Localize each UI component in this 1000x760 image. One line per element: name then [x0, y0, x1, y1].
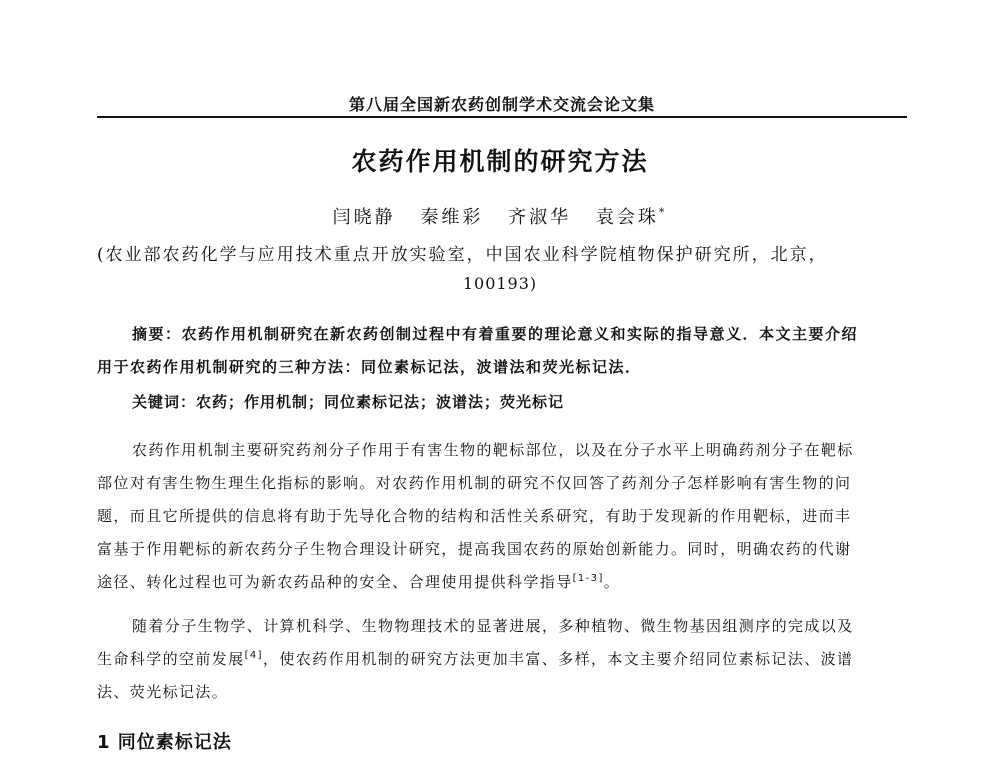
body-line: 法、荧光标记法。 [97, 683, 229, 701]
abstract-line-1: 摘要：农药作用机制研究在新农药创制过程中有着重要的理论意义和实际的指导意义．本文主要介绍 [132, 325, 859, 343]
body-line: 途径、转化过程也可为新农药品种的安全、合理使用提供科学指导[1-3]。 [97, 573, 621, 591]
citation-ref: [1-3] [572, 573, 604, 584]
body-line: 部位对有害生物生理生化指标的影响。对农药作用机制的研究不仅回答了药剂分子怎样影响有害生物的问 [97, 474, 852, 492]
body-line: 农药作用机制主要研究药剂分子作用于有害生物的靶标部位，以及在分子水平上明确药剂分子在靶标 [132, 441, 854, 459]
affiliation-line-2: 100193) [462, 274, 538, 293]
section-heading: 1 同位素标记法 [97, 732, 232, 753]
body-line: 题，而且它所提供的信息将有助于先导化合物的结构和活性关系研究，有助于发现新的作用靶标，进而丰 [97, 507, 852, 525]
keywords: 关键词：农药；作用机制；同位素标记法；波谱法；荧光标记 [132, 393, 565, 411]
author-list [0, 203, 1000, 229]
affiliation-line-1: (农业部农药化学与应用技术重点开放实验室，中国农业科学院植物保护研究所，北京， [97, 245, 828, 265]
header-rule [97, 116, 907, 118]
citation-ref: [4] [244, 650, 263, 661]
body-line: 生命科学的空前发展[4]，使农药作用机制的研究方法更加丰富、多样，本文主要介绍同位素标记法、波谱 [97, 650, 854, 668]
author-3: 齐淑华 [508, 207, 572, 228]
body-line: 随着分子生物学、计算机科学、生物物理技术的显著进展，多种植物、微生物基因组测序的完成以及 [132, 617, 854, 635]
abstract-line-2: 用于农药作用机制研究的三种方法：同位素标记法，波谱法和荧光标记法． [97, 358, 642, 376]
author-2: 秦维彩 [420, 207, 484, 228]
running-header: 第八届全国新农药创制学术交流会论文集 [348, 95, 655, 114]
body-line: 富基于作用靶标的新农药分子生物合理设计研究，提高我国农药的原始创新能力。同时，明确农药的代谢 [97, 540, 852, 558]
author-1: 闫晓静 [332, 207, 396, 228]
author-4: 袁会珠* [595, 206, 668, 228]
corresponding-mark: * [658, 206, 668, 219]
paper-title: 农药作用机制的研究方法 [351, 147, 649, 176]
